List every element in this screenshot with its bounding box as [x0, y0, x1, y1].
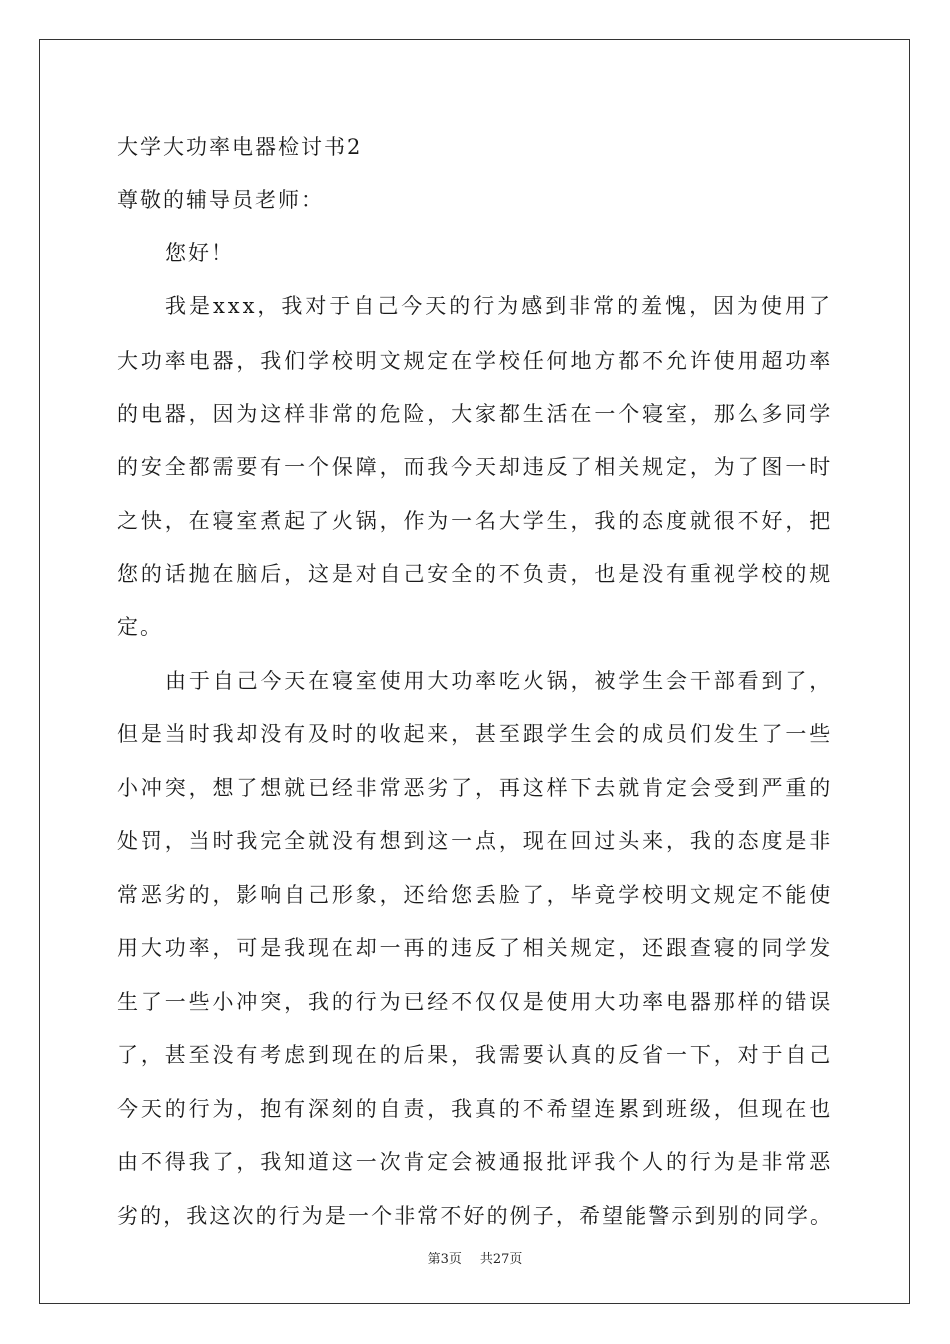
body-line: 由不得我了，我知道这一次肯定会被通报批评我个人的行为是非常恶: [117, 1150, 834, 1174]
body-line: 处罚，当时我完全就没有想到这一点，现在回过头来，我的态度是非: [117, 829, 834, 853]
body-line: 生了一些小冲突，我的行为已经不仅仅是使用大功率电器那样的错误: [117, 990, 834, 1014]
document-title: 大学大功率电器检讨书2: [117, 135, 363, 159]
body-line: 大功率电器，我们学校明文规定在学校任何地方都不允许使用超功率: [117, 349, 834, 373]
body-line: 由于自己今天在寝室使用大功率吃火锅，被学生会干部看到了，: [165, 669, 834, 693]
body-line: 常恶劣的，影响自己形象，还给您丢脸了，毕竟学校明文规定不能使: [117, 883, 834, 907]
body-line: 定。: [117, 615, 163, 639]
body-line: 了，甚至没有考虑到现在的后果，我需要认真的反省一下，对于自己: [117, 1043, 834, 1067]
body-line: 您好！: [165, 241, 234, 265]
page-number: 第3页: [427, 1252, 462, 1267]
page-footer: [0, 1248, 950, 1267]
body-line: 小冲突，想了想就已经非常恶劣了，再这样下去就肯定会受到严重的: [117, 776, 834, 800]
body-line: 但是当时我却没有及时的收起来，甚至跟学生会的成员们发生了一些: [117, 722, 834, 746]
body-line: 用大功率，可是我现在却一再的违反了相关规定，还跟查寝的同学发: [117, 936, 834, 960]
body-line: 今天的行为，抱有深刻的自责，我真的不希望连累到班级，但现在也: [117, 1097, 834, 1121]
body-line: 我是xxx，我对于自己今天的行为感到非常的羞愧，因为使用了: [165, 294, 833, 318]
body-line: 的电器，因为这样非常的危险，大家都生活在一个寝室，那么多同学: [117, 402, 834, 426]
body-line: 的安全都需要有一个保障，而我今天却违反了相关规定，为了图一时: [117, 455, 834, 479]
salutation: 尊敬的辅导员老师：: [117, 188, 324, 212]
page-total: 共27页: [479, 1252, 523, 1267]
body-line: 劣的，我这次的行为是一个非常不好的例子，希望能警示到别的同学。: [117, 1204, 834, 1228]
body-line: 之快，在寝室煮起了火锅，作为一名大学生，我的态度就很不好，把: [117, 509, 834, 533]
body-line: 您的话抛在脑后，这是对自己安全的不负责，也是没有重视学校的规: [117, 562, 834, 586]
